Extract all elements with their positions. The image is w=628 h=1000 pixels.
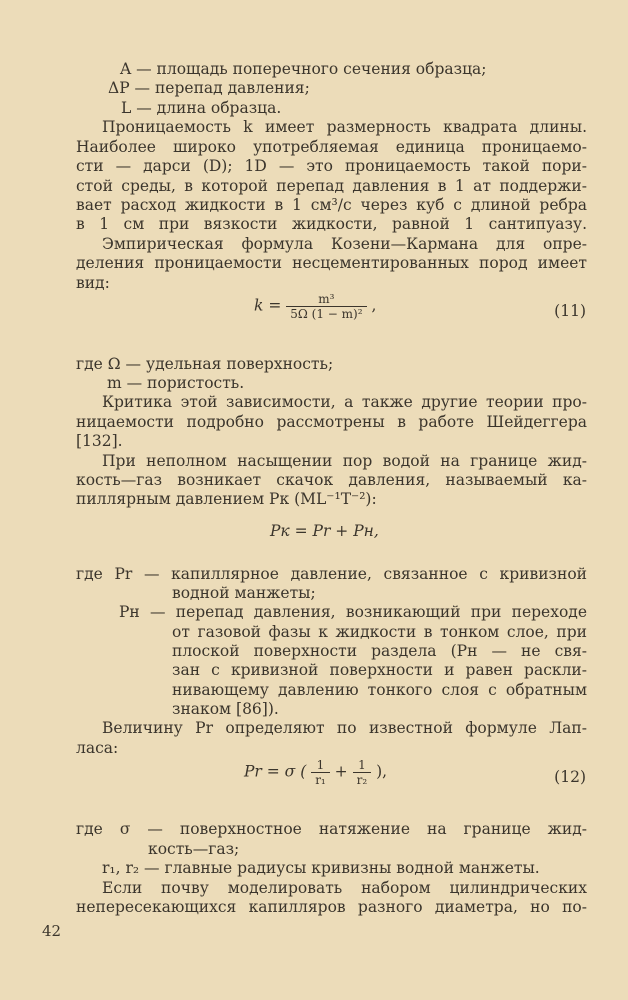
equation-tail: ,	[371, 296, 377, 315]
text-line: в 1 см при вязкости жидкости, равной 1 сантипуазу.	[76, 215, 587, 233]
equation-fraction	[286, 292, 366, 321]
text-line: ницаемости подробно рассмотрены в работе Шейдеггера	[76, 413, 587, 431]
equation-lhs: Pr = σ (	[244, 762, 307, 781]
page-number: 42	[42, 922, 62, 940]
text-line: вает расход жидкости в 1 см³/с через куб с длиной ребра	[76, 196, 587, 214]
text-line: кость—газ;	[148, 840, 240, 858]
text-line: A — площадь поперечного сечения образца;	[120, 60, 487, 78]
text-line: где Pr — капиллярное давление, связанное с кривизной	[76, 565, 587, 583]
equation-plus: +	[334, 762, 348, 781]
text-line: деления проницаемости несцементированных пород имеет	[76, 254, 587, 272]
equation-pk	[270, 522, 379, 540]
text-line: где σ — поверхностное натяжение на границе жид-	[76, 820, 587, 838]
text-line: При неполном насыщении пор водой на границе жид-	[102, 452, 587, 470]
fraction-denominator: r₁	[315, 773, 326, 787]
fraction-numerator: m³	[286, 292, 366, 307]
text-line: зан с кривизной поверхности и равен раскли-	[172, 661, 587, 679]
text-line: Критика этой зависимости, а также другие теории про-	[102, 393, 587, 411]
equation-number: (11)	[554, 302, 586, 320]
text-line: Если почву моделировать набором цилиндрических	[102, 879, 587, 897]
equation-11	[254, 292, 376, 321]
text-line: пиллярным давлением Pк (ML⁻¹T⁻²):	[76, 490, 377, 508]
text-line: непересекающихся капилляров разного диаметра, но по-	[76, 898, 587, 916]
text-line: знаком [86]).	[172, 700, 279, 718]
text-line: водной манжеты;	[172, 584, 316, 602]
fraction-numerator: 1	[353, 758, 372, 773]
fraction-numerator: 1	[311, 758, 330, 773]
text-line: Pн — перепад давления, возникающий при переходе	[119, 603, 587, 621]
text-line: вид:	[76, 274, 110, 292]
fraction-denominator: 5Ω (1 − m)²	[290, 307, 363, 321]
text-line: Проницаемость k имеет размерность квадрата длины.	[102, 118, 587, 136]
text-line: ΔP — перепад давления;	[108, 79, 310, 97]
text-line: кость—газ возникает скачок давления, называемый ка-	[76, 471, 587, 489]
equation-fraction	[353, 758, 372, 787]
text-line: от газовой фазы к жидкости в тонком слое, при	[172, 623, 587, 641]
text-line: r₁, r₂ — главные радиусы кривизны водной манжеты.	[102, 859, 540, 877]
equation-fraction	[311, 758, 330, 787]
equation-rhs: ),	[376, 762, 388, 781]
text-line: m — пористость.	[107, 374, 245, 392]
equation-12	[244, 758, 387, 787]
fraction-denominator: r₂	[356, 773, 368, 787]
equation-lhs: k =	[254, 296, 282, 315]
text-line: Наиболее широко употребляемая единица проницаемо-	[76, 138, 587, 156]
text-line: L — длина образца.	[121, 99, 282, 117]
text-line: где Ω — удельная поверхность;	[76, 355, 334, 373]
text-line: Эмпирическая формула Козени—Кармана для опре-	[102, 235, 587, 253]
text-line: ласа:	[76, 739, 119, 757]
text-line: Величину Pr определяют по известной формуле Лап-	[102, 719, 587, 737]
text-line: сти — дарси (D); 1D — это проницаемость такой пори-	[76, 157, 587, 175]
text-line: плоской поверхности раздела (Pн — не свя-	[172, 642, 587, 660]
equation-text: Pк = Pr + Pн,	[270, 522, 379, 540]
equation-number: (12)	[554, 768, 586, 786]
text-line: нивающему давлению тонкого слоя с обратным	[172, 681, 587, 699]
text-line: [132].	[76, 432, 123, 450]
text-line: стой среды, в которой перепад давления в 1 ат поддержи-	[76, 177, 587, 195]
